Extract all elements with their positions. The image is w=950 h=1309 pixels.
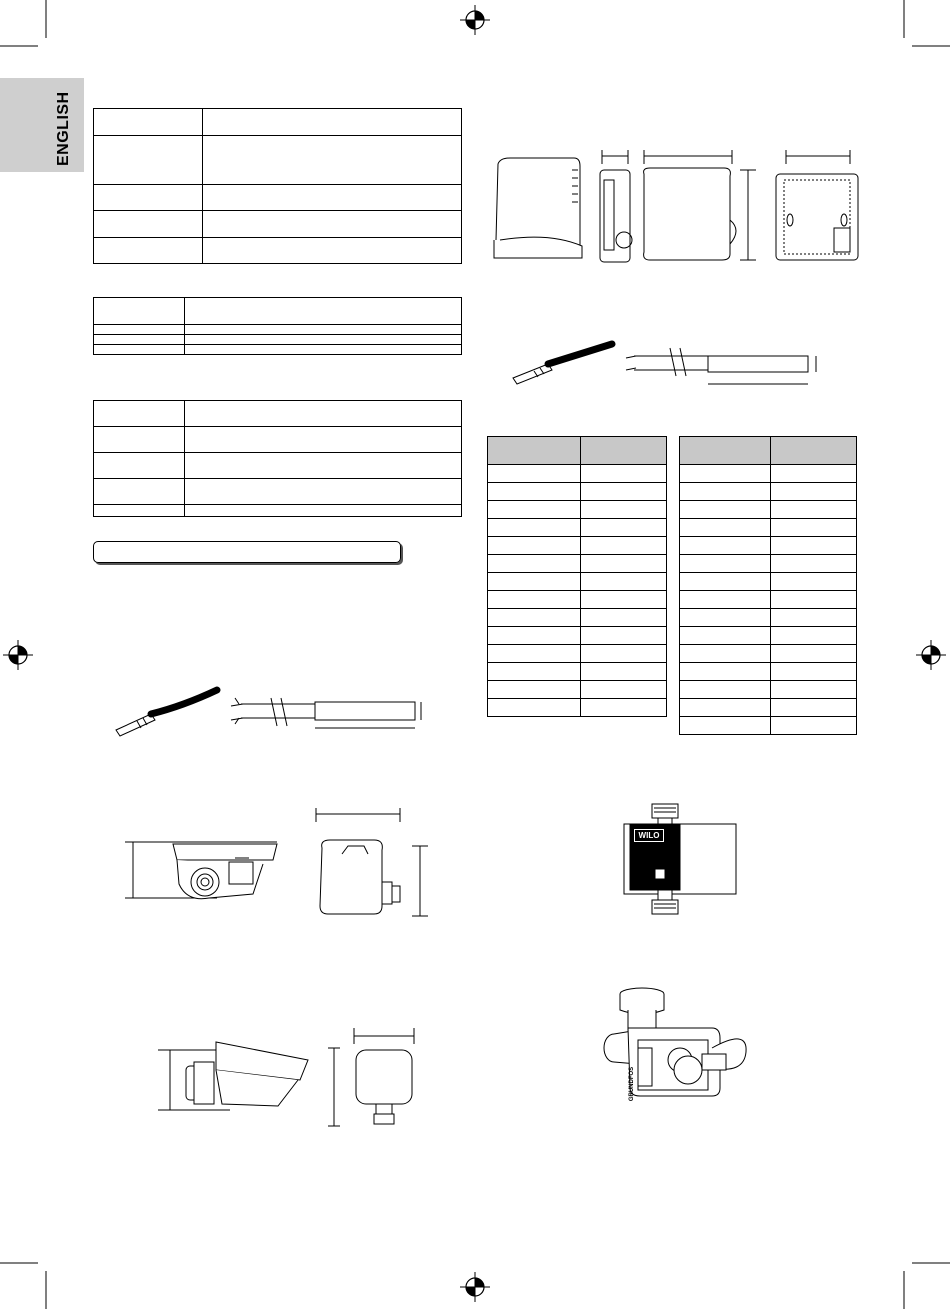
probe-sensor-drawing-left	[113, 684, 443, 744]
registration-mark-bottom	[460, 1272, 490, 1302]
sensor-housing-front-view-2	[326, 1022, 426, 1132]
grundfos-logo: GRUNDFOS	[629, 1066, 635, 1102]
resistance-table-right	[679, 436, 857, 735]
spec-table-2	[93, 297, 462, 355]
sensor-housing-side-view-2	[150, 1040, 310, 1120]
resistance-table-left	[487, 436, 667, 717]
registration-mark-right	[916, 640, 946, 670]
spec-table-1	[93, 108, 462, 264]
registration-mark-left	[3, 640, 33, 670]
sensor-housing-side-view	[117, 836, 287, 916]
wilo-pump-drawing	[612, 800, 742, 920]
registration-mark-top	[460, 5, 490, 35]
room-thermostat-drawings	[490, 150, 870, 270]
sensor-housing-front-view	[308, 806, 438, 926]
section-heading-box	[93, 541, 401, 563]
language-tab-label: ENGLISH	[55, 91, 72, 167]
spec-table-3	[93, 400, 462, 517]
grundfos-pump-drawing	[598, 984, 758, 1104]
probe-sensor-drawing-right	[510, 338, 840, 398]
wilo-logo: WILO	[634, 829, 664, 842]
